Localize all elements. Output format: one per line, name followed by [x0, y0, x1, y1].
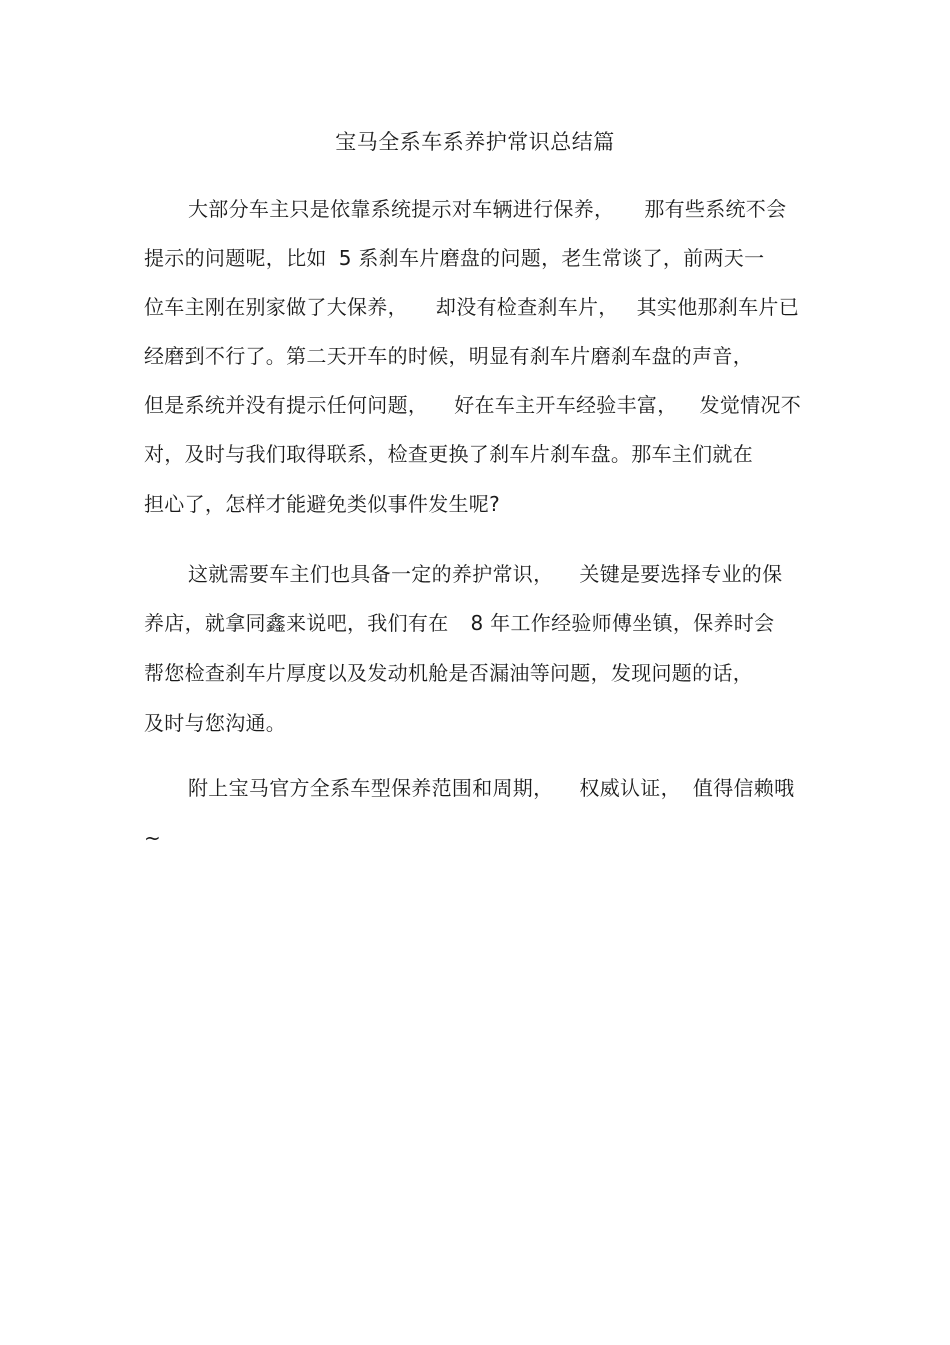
paragraph-line [144, 341, 753, 371]
text-segment: 却没有检查刹车片， [435, 295, 619, 319]
paragraph-line [144, 823, 161, 853]
paragraph-line [144, 243, 764, 273]
paragraph-line [188, 773, 794, 803]
paragraph-line [188, 194, 786, 224]
text-segment: 担心了，怎样才能避免类似事件发生呢? [144, 492, 501, 516]
text-segment: 养店，就拿同鑫来说吧，我们有在 [144, 611, 449, 635]
text-segment: 好在车主开车经验丰富， [454, 393, 678, 417]
text-segment: 发觉情况不 [699, 393, 802, 417]
text-segment: 及时与您沟通。 [144, 711, 287, 735]
text-segment: 对，及时与我们取得联系，检查更换了刹车片刹车盘。那车主们就在 [144, 442, 753, 466]
text-segment: 权威认证， [579, 776, 681, 800]
text-segment: 那有些系统不会 [644, 197, 787, 221]
paragraph-line [144, 708, 286, 738]
text-segment: 帮您检查刹车片厚度以及发动机舱是否漏油等问题，发现问题的话， [144, 661, 753, 685]
text-segment: 8 年工作经验师傅坐镇，保养时会 [470, 611, 775, 635]
text-segment: 其实他那刹车片已 [636, 295, 800, 319]
paragraph-line [144, 658, 753, 688]
text-segment: 关键是要选择专业的保 [579, 562, 783, 586]
text-segment: 值得信赖哦 [692, 776, 795, 800]
text-segment: 大部分车主只是依靠系统提示对车辆进行保养， [188, 197, 615, 221]
text-segment: 但是系统并没有提示任何问题， [144, 393, 429, 417]
paragraph-line [144, 439, 753, 469]
text-segment: 5 系刹车片磨盘的问题，老生常谈了，前两天一 [338, 246, 765, 270]
text-segment: 提示的问题呢，比如 [144, 246, 327, 270]
text-segment: ~ [144, 826, 162, 850]
paragraph-line [144, 292, 799, 322]
paragraph-line [188, 559, 782, 589]
text-segment: 附上宝马官方全系车型保养范围和周期， [188, 776, 554, 800]
text-segment: 这就需要车主们也具备一定的养护常识， [188, 562, 554, 586]
paragraph-line [144, 489, 500, 519]
paragraph-line [144, 608, 774, 638]
document-title: 宝马全系车系养护常识总结篇 [335, 130, 615, 154]
text-segment: 经磨到不行了。第二天开车的时候，明显有刹车片磨刹车盘的声音， [144, 344, 753, 368]
text-segment: 位车主刚在别家做了大保养， [144, 295, 408, 319]
paragraph-line [144, 390, 801, 420]
